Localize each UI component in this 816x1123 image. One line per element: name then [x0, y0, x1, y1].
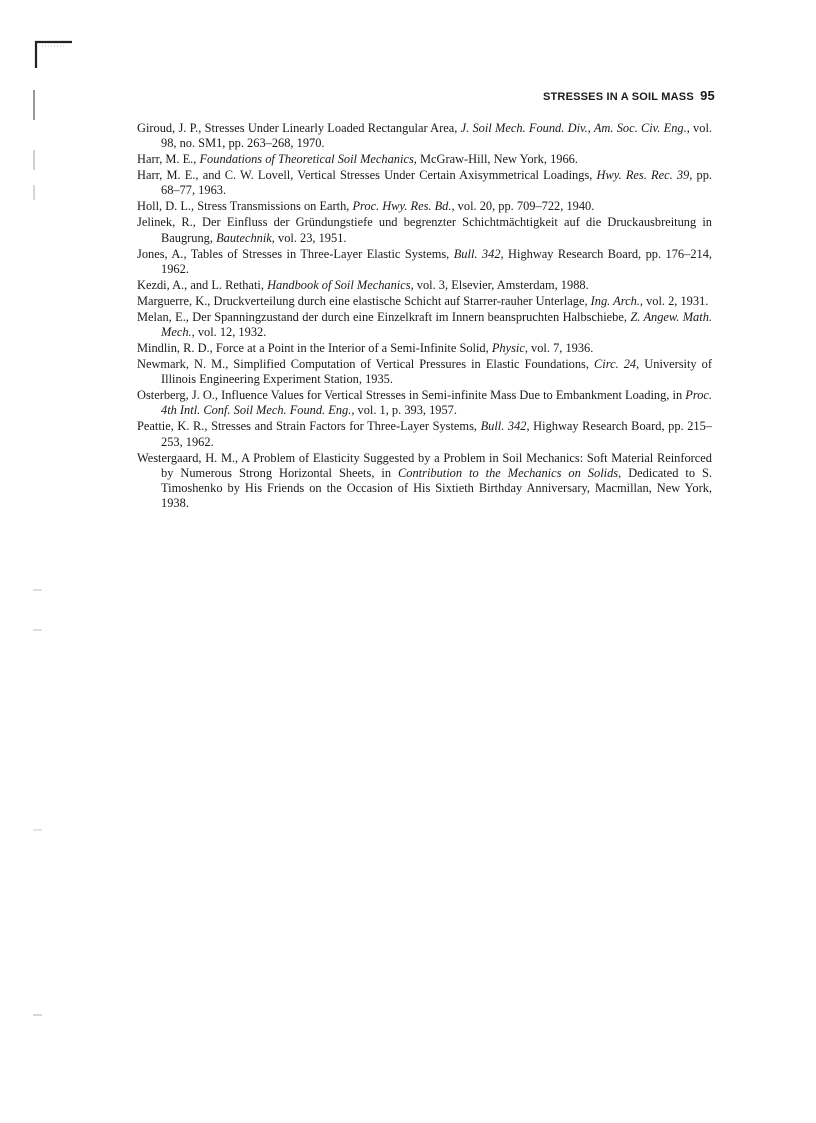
reference-entry: Osterberg, J. O., Influence Values for Vertical Stresses in Semi-infinite Mass Due to Embankment Loading, in Proc. 4th Intl. Conf. Soil Mech. Found. Eng., vol. 1, p. 393, 1957. [137, 388, 712, 418]
reference-entry: Holl, D. L., Stress Transmissions on Earth, Proc. Hwy. Res. Bd., vol. 20, pp. 709–722, 1940. [137, 199, 595, 214]
reference-entry: Marguerre, K., Druckverteilung durch eine elastische Schicht auf Starrer-rauher Unterlage, Ing. Arch., vol. 2, 1931. [137, 293, 709, 308]
page-number: 95 [700, 88, 715, 103]
reference-entry: Giroud, J. P., Stresses Under Linearly Loaded Rectangular Area, J. Soil Mech. Found. Div., Am. Soc. Civ. Eng., vol. 98, no. SM1, pp. 263–268, 1970. [137, 121, 712, 151]
reference-entry: Westergaard, H. M., A Problem of Elasticity Suggested by a Problem in Soil Mechanics: Soft Material Reinforced by Numerous Strong Horizontal Sheets, in Contribution to the Mechanics on Solids, Dedicated to S. Timoshenko by His Friends on the Occasion of His Sixtieth Birthday Anniversary, Macmillan, New York, 1938. [137, 450, 713, 511]
reference-entry: Jones, A., Tables of Stresses in Three-Layer Elastic Systems, Bull. 342, Highway Research Board, pp. 176–214, 1962. [137, 246, 712, 276]
reference-list [137, 121, 712, 512]
running-header [543, 88, 715, 103]
running-title: STRESSES IN A SOIL MASS [542, 91, 694, 103]
reference-entry: Mindlin, R. D., Force at a Point in the Interior of a Semi-Infinite Solid, Physic, vol. 7, 1936. [137, 341, 594, 356]
reference-entry: Harr, M. E., Foundations of Theoretical Soil Mechanics, McGraw-Hill, New York, 1966. [137, 152, 578, 167]
reference-entry: Melan, E., Der Spanningzustand der durch eine Einzelkraft im Innern beanspruchten Halbschiebe, Z. Angew. Math. Mech., vol. 12, 1932. [137, 309, 712, 340]
left-margin-scan-marks [30, 90, 44, 1090]
reference-entry: Peattie, K. R., Stresses and Strain Factors for Three-Layer Systems, Bull. 342, Highway Research Board, pp. 215–253, 1962. [137, 419, 712, 449]
reference-entry: Jelinek, R., Der Einfluss der Gründungstiefe und begrenzter Schichtmächtigkeit auf die Druckausbreitung in Baugrung, Bautechnik, vol. 23, 1951. [137, 215, 712, 245]
reference-entry: Harr, M. E., and C. W. Lovell, Vertical Stresses Under Certain Axisymmetrical Loadings, Hwy. Res. Rec. 39, pp. 68–77, 1963. [137, 168, 712, 198]
reference-entry: Kezdi, A., and L. Rethati, Handbook of Soil Mechanics, vol. 3, Elsevier, Amsterdam, 1988. [137, 277, 589, 292]
page-corner-crop-mark [34, 40, 74, 70]
reference-entry: Newmark, N. M., Simplified Computation of Vertical Pressures in Elastic Foundations, Circ. 24, University of Illinois Engineering Experiment Station, 1935. [137, 357, 712, 387]
